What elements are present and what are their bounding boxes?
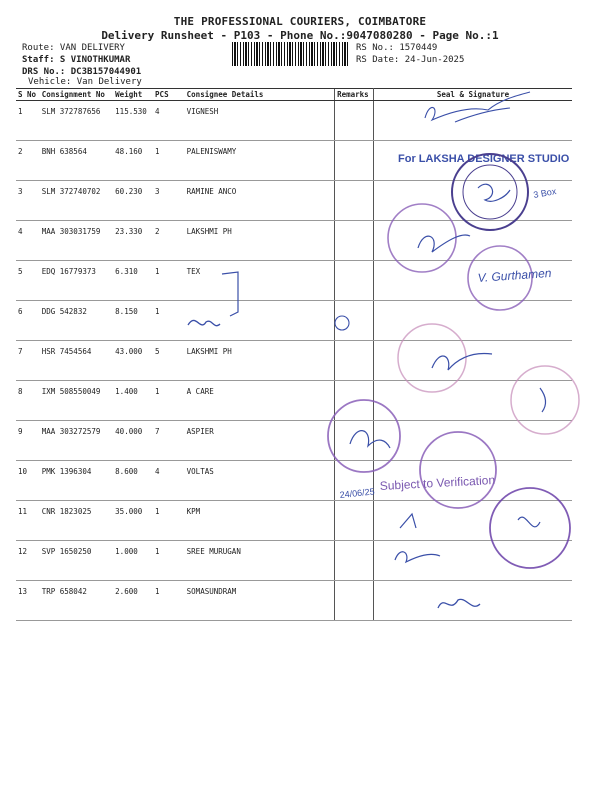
verification-stamp-text: Subject to Verification (379, 472, 496, 493)
col-signature: Seal & Signature (374, 89, 572, 101)
cell-weight: 43.000 (113, 341, 153, 381)
cell-sno: 5 (16, 261, 40, 301)
cell-sno: 11 (16, 501, 40, 541)
cell-pcs: 1 (153, 261, 185, 301)
cell-weight: 1.400 (113, 381, 153, 421)
cell-sno: 2 (16, 141, 40, 181)
cell-weight: 1.000 (113, 541, 153, 581)
cell-consignment: IXM 508550049 (40, 381, 113, 421)
cell-pcs: 5 (153, 341, 185, 381)
remarks-mark-row-6 (335, 316, 349, 330)
cell-consignment: MAA 303272579 (40, 421, 113, 461)
cell-pcs: 4 (153, 101, 185, 141)
cell-consignment: SLM 372787656 (40, 101, 113, 141)
cell-sno: 13 (16, 581, 40, 621)
cell-weight: 6.310 (113, 261, 153, 301)
col-weight: Weight (113, 89, 153, 101)
cell-weight: 8.600 (113, 461, 153, 501)
signature-row-11 (518, 517, 540, 527)
cell-consignment: CNR 1823025 (40, 501, 113, 541)
round-stamp-2 (388, 204, 456, 272)
cell-pcs: 1 (153, 501, 185, 541)
cell-weight: 40.000 (113, 421, 153, 461)
cell-consignee: ASPIER (185, 421, 335, 461)
vehicle-label: Vehicle: Van Delivery (28, 77, 142, 87)
mark-row-11 (400, 514, 416, 528)
cell-consignee: VIGNESH (185, 101, 335, 141)
cell-weight: 60.230 (113, 181, 153, 221)
cell-pcs: 1 (153, 381, 185, 421)
cell-consignment: SLM 372740702 (40, 181, 113, 221)
cell-weight: 48.160 (113, 141, 153, 181)
handwriting-row-6-line (222, 272, 238, 316)
cell-pcs: 1 (153, 581, 185, 621)
cell-pcs: 1 (153, 301, 185, 341)
handwriting-3box: 3 Box (532, 186, 558, 200)
cell-consignee: LAKSHMI PH (185, 341, 335, 381)
cell-sno: 3 (16, 181, 40, 221)
cell-pcs: 1 (153, 141, 185, 181)
signature-row-6 (188, 320, 220, 325)
cell-pcs: 7 (153, 421, 185, 461)
cell-weight: 35.000 (113, 501, 153, 541)
col-remarks: Remarks (335, 89, 374, 101)
runsheet-title: Delivery Runsheet - P103 - Phone No.:9047080280 - Page No.:1 (101, 29, 499, 42)
signature-row-12 (395, 552, 440, 562)
cell-sno: 1 (16, 101, 40, 141)
cell-sno: 6 (16, 301, 40, 341)
rs-number: RS No.: 1570449 (356, 43, 438, 53)
cell-consignee: LAKSHMI PH (185, 221, 335, 261)
col-consignment: Consignment No (40, 89, 113, 101)
signature-row-3 (478, 184, 510, 201)
signature-row-1 (425, 92, 530, 122)
staff-label: Staff: S VINOTHKUMAR (22, 55, 131, 65)
cell-sno: 7 (16, 341, 40, 381)
cell-weight: 115.530 (113, 101, 153, 141)
signature-row-8 (540, 388, 546, 412)
cell-consignment: TRP 658042 (40, 581, 113, 621)
cell-sno: 10 (16, 461, 40, 501)
round-stamp-6 (328, 400, 400, 472)
round-stamp-8 (490, 488, 570, 568)
handwriting-name: V. Gurthamen (477, 265, 552, 285)
col-pcs: PCS (153, 89, 185, 101)
col-consignee: Consignee Details (185, 89, 335, 101)
cell-consignment: PMK 1396304 (40, 461, 113, 501)
cell-consignee: VOLTAS (185, 461, 335, 501)
cell-consignment: DDG 542832 (40, 301, 113, 341)
company-title: THE PROFESSIONAL COURIERS, COIMBATORE (173, 15, 427, 28)
cell-weight: 23.330 (113, 221, 153, 261)
cell-consignment: SVP 1650250 (40, 541, 113, 581)
cell-consignee: SOMASUNDRAM (185, 581, 335, 621)
cell-pcs: 1 (153, 541, 185, 581)
col-sno: S No (16, 89, 40, 101)
cell-sno: 4 (16, 221, 40, 261)
handwriting-date: 24/06/25 (339, 486, 376, 500)
signature-row-4 (418, 235, 470, 252)
cell-consignee: KPM (185, 501, 335, 541)
cell-consignment: HSR 7454564 (40, 341, 113, 381)
cell-pcs: 2 (153, 221, 185, 261)
round-stamp-4 (398, 324, 466, 392)
cell-consignee: PALENISWAMY (185, 141, 335, 181)
rs-date: RS Date: 24-Jun-2025 (356, 55, 465, 65)
cell-consignee: A CARE (185, 381, 335, 421)
cell-pcs: 3 (153, 181, 185, 221)
cell-weight: 8.150 (113, 301, 153, 341)
cell-pcs: 4 (153, 461, 185, 501)
signature-row-13 (438, 599, 480, 608)
cell-weight: 2.600 (113, 581, 153, 621)
laksha-stamp-text: For LAKSHA DESIGNER STUDIO (398, 153, 570, 165)
cell-consignee: RAMINE ANCO (185, 181, 335, 221)
cell-consignment: MAA 303031759 (40, 221, 113, 261)
signature-row-7 (432, 354, 492, 370)
cell-consignee: SREE MURUGAN (185, 541, 335, 581)
drs-number: DRS No.: DC3B157044901 (22, 67, 142, 77)
route-label: Route: VAN DELIVERY (22, 43, 125, 53)
round-stamp-7 (420, 432, 496, 508)
cell-consignment: EDQ 16779373 (40, 261, 113, 301)
cell-sno: 8 (16, 381, 40, 421)
cell-sno: 9 (16, 421, 40, 461)
cell-consignment: BNH 638564 (40, 141, 113, 181)
cell-sno: 12 (16, 541, 40, 581)
cell-consignee: TEX (185, 261, 335, 301)
signature-row-9 (350, 431, 390, 448)
